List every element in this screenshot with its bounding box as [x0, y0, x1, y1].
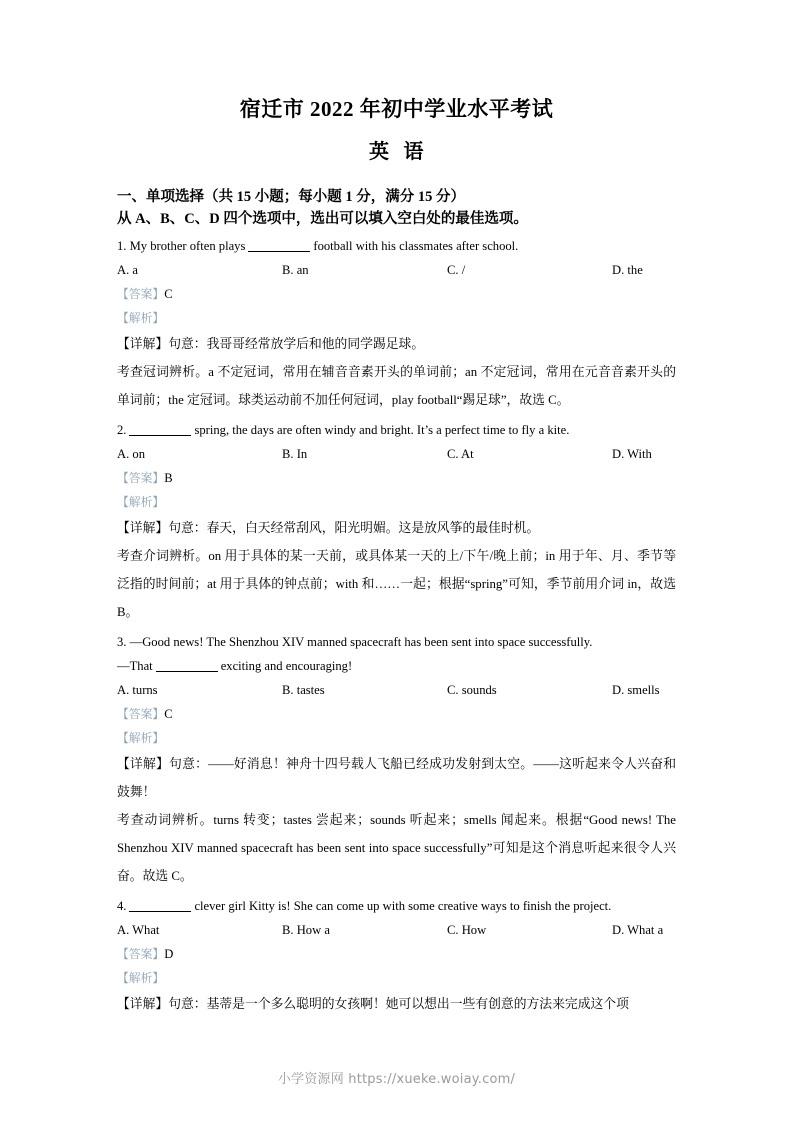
answer-tag: 【答案】 [117, 707, 165, 722]
option-b[interactable]: B. tastes [282, 683, 325, 698]
analysis-text: 考查介词辨析。on 用于具体的某一天前，或具体某一天的上/下午/晚上前；in 用于年、月、季节等泛指的时间前；at 用于具体的钟点前；with 和……一起；根据“spring”可知，季节前用介词 in，故选 B。 [117, 549, 676, 620]
answer-line [117, 942, 676, 966]
analysis-tag-line [117, 490, 676, 514]
option-b[interactable]: B. In [282, 447, 308, 462]
answer-value: C [164, 287, 173, 302]
answer-blank [129, 911, 191, 912]
analysis-text: 考查冠词辨析。a 不定冠词，常用在辅音音素开头的单词前；an 不定冠词，常用在元音音素开头的单词前；the 定冠词。球类运动前不加任何冠词，play football“踢足球”，故选 C。 [117, 365, 676, 408]
document-content [117, 0, 676, 1018]
option-row [117, 258, 676, 282]
section-heading-1: 一、单项选择（共 15 小题；每小题 1 分，满分 15 分） [117, 189, 465, 206]
analysis-tag: 【解析】 [117, 311, 165, 326]
option-b[interactable]: B. an [282, 263, 309, 278]
answer-value: C [164, 707, 173, 722]
question-stem-line-2 [117, 654, 676, 678]
answer-line [117, 466, 676, 490]
page-subtitle [117, 139, 676, 166]
analysis-tag: 【解析】 [117, 971, 165, 986]
answer-tag: 【答案】 [117, 471, 165, 486]
analysis-tag: 【解析】 [117, 731, 165, 746]
analysis-tag-line [117, 966, 676, 990]
option-b[interactable]: B. How a [282, 923, 330, 938]
option-a[interactable]: A. What [117, 923, 160, 938]
option-c[interactable]: C. How [447, 923, 487, 938]
detail-text: 【详解】句意：春天，白天经常刮风，阳光明媚。这是放风筝的最佳时机。 [117, 521, 540, 536]
answer-blank [129, 435, 191, 436]
question-stem-after: clever girl Kitty is! She can come up with some creative ways to finish the project. [194, 899, 612, 914]
question-stem-line-1: 3. —Good news! The Shenzhou XIV manned spacecraft has been sent into space successfully. [117, 635, 593, 650]
question-stem [117, 234, 676, 258]
question-stem-after: exciting and encouraging! [220, 659, 353, 674]
question-block [117, 630, 676, 890]
analysis-text: 考查动词辨析。turns 转变；tastes 尝起来；sounds 听起来；smells 闻起来。根据“Good news! The Shenzhou XIV manned spacecraft has been sent into space successfully”可知是这个消息听起来很令人兴奋。故选 C。 [117, 813, 676, 884]
subject-right: 语 [403, 141, 424, 164]
answer-line [117, 702, 676, 726]
option-c[interactable]: C. / [447, 263, 466, 278]
answer-line [117, 282, 676, 306]
option-row [117, 678, 676, 702]
question-stem-after: spring, the days are often windy and bright. It’s a perfect time to fly a kite. [194, 423, 570, 438]
answer-value: D [164, 947, 174, 962]
answer-blank [156, 671, 218, 672]
detail-text: 【详解】句意：——好消息！神舟十四号载人飞船已经成功发射到太空。——这听起来令人兴奋和鼓舞！ [117, 757, 676, 800]
question-stem-before: 1. My brother often plays [117, 239, 246, 254]
option-row [117, 918, 676, 942]
question-block [117, 894, 676, 1018]
option-c[interactable]: C. sounds [447, 683, 497, 698]
detail-text: 【详解】句意：基蒂是一个多么聪明的女孩啊！她可以想出一些有创意的方法来完成这个项 [117, 997, 629, 1012]
option-a[interactable]: A. a [117, 263, 138, 278]
analysis-tag-line [117, 306, 676, 330]
question-stem-before: 4. [117, 899, 127, 914]
detail-text: 【详解】句意：我哥哥经常放学后和他的同学踢足球。 [117, 337, 425, 352]
option-d[interactable]: D. What a [612, 923, 664, 938]
question-block [117, 234, 676, 414]
answer-tag: 【答案】 [117, 947, 165, 962]
option-a[interactable]: A. turns [117, 683, 158, 698]
option-row [117, 442, 676, 466]
subject-left: 英 [369, 141, 390, 164]
answer-tag: 【答案】 [117, 287, 165, 302]
section-heading-2: 从 A、B、C、D 四个选项中，选出可以填入空白处的最佳选项。 [117, 211, 528, 228]
page-title: 宿迁市 2022 年初中学业水平考试 [239, 97, 554, 121]
option-c[interactable]: C. At [447, 447, 474, 462]
option-d[interactable]: D. With [612, 447, 652, 462]
analysis-tag: 【解析】 [117, 495, 165, 510]
question-block [117, 418, 676, 626]
question-stem-before: 2. [117, 423, 127, 438]
analysis-tag-line [117, 726, 676, 750]
answer-value: B [164, 471, 173, 486]
question-stem-before: —That [117, 659, 153, 674]
answer-blank [248, 251, 310, 252]
question-stem-after: football with his classmates after school. [313, 239, 519, 254]
footer-watermark: 小学资源网 https://xueke.woiay.com/ [277, 1072, 516, 1087]
question-stem [117, 894, 676, 918]
option-d[interactable]: D. smells [612, 683, 660, 698]
option-d[interactable]: D. the [612, 263, 643, 278]
question-stem [117, 418, 676, 442]
option-a[interactable]: A. on [117, 447, 145, 462]
